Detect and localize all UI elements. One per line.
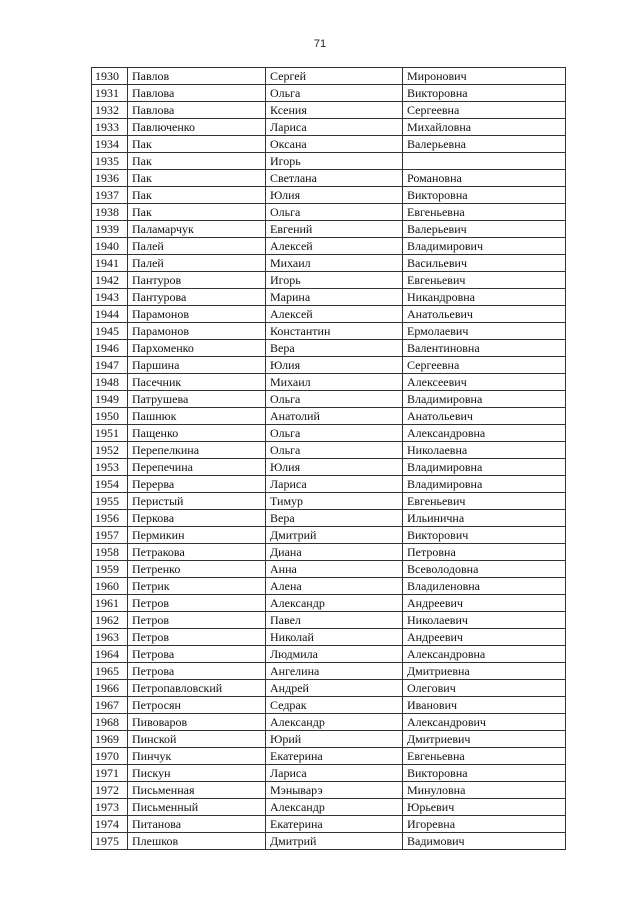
- table-row: [92, 119, 566, 136]
- row-number-cell: 1970: [92, 748, 128, 765]
- row-number-cell: 1943: [92, 289, 128, 306]
- surname-cell: Пак: [128, 187, 266, 204]
- surname-cell: Пак: [128, 153, 266, 170]
- table-row: [92, 782, 566, 799]
- first-name-cell: Екатерина: [266, 816, 403, 833]
- row-number-cell: 1949: [92, 391, 128, 408]
- first-name-cell: Алексей: [266, 306, 403, 323]
- surname-cell: Плешков: [128, 833, 266, 850]
- first-name-cell: Андрей: [266, 680, 403, 697]
- surname-cell: Петропавловский: [128, 680, 266, 697]
- table-row: [92, 221, 566, 238]
- first-name-cell: Лариса: [266, 476, 403, 493]
- surname-cell: Письменный: [128, 799, 266, 816]
- surname-cell: Перистый: [128, 493, 266, 510]
- table-row: [92, 714, 566, 731]
- first-name-cell: Марина: [266, 289, 403, 306]
- row-number-cell: 1931: [92, 85, 128, 102]
- row-number-cell: 1937: [92, 187, 128, 204]
- surname-cell: Пасечник: [128, 374, 266, 391]
- first-name-cell: Ольга: [266, 85, 403, 102]
- surname-cell: Павлова: [128, 85, 266, 102]
- patronymic-cell: Романовна: [403, 170, 566, 187]
- surname-cell: Питанова: [128, 816, 266, 833]
- table-row: [92, 85, 566, 102]
- patronymic-cell: Петровна: [403, 544, 566, 561]
- patronymic-cell: Анатольевич: [403, 306, 566, 323]
- patronymic-cell: Валентиновна: [403, 340, 566, 357]
- first-name-cell: Евгений: [266, 221, 403, 238]
- first-name-cell: Александр: [266, 714, 403, 731]
- table-row: [92, 272, 566, 289]
- row-number-cell: 1940: [92, 238, 128, 255]
- first-name-cell: Людмила: [266, 646, 403, 663]
- table-row: [92, 833, 566, 850]
- surname-cell: Пак: [128, 170, 266, 187]
- surname-cell: Письменная: [128, 782, 266, 799]
- surname-cell: Пискун: [128, 765, 266, 782]
- row-number-cell: 1935: [92, 153, 128, 170]
- surname-cell: Перепелкина: [128, 442, 266, 459]
- surname-cell: Перепечина: [128, 459, 266, 476]
- first-name-cell: Анна: [266, 561, 403, 578]
- surname-cell: Паламарчук: [128, 221, 266, 238]
- table-row: [92, 459, 566, 476]
- row-number-cell: 1965: [92, 663, 128, 680]
- row-number-cell: 1942: [92, 272, 128, 289]
- table-row: [92, 731, 566, 748]
- row-number-cell: 1936: [92, 170, 128, 187]
- row-number-cell: 1930: [92, 68, 128, 85]
- patronymic-cell: Сергеевна: [403, 357, 566, 374]
- table-row: [92, 136, 566, 153]
- table-row: [92, 595, 566, 612]
- table-row: [92, 289, 566, 306]
- surname-cell: Петров: [128, 595, 266, 612]
- table-row: [92, 306, 566, 323]
- first-name-cell: Екатерина: [266, 748, 403, 765]
- patronymic-cell: Викторовна: [403, 85, 566, 102]
- table-row: [92, 578, 566, 595]
- first-name-cell: Анатолий: [266, 408, 403, 425]
- surname-cell: Петрик: [128, 578, 266, 595]
- surname-cell: Парамонов: [128, 323, 266, 340]
- patronymic-cell: Владимировна: [403, 476, 566, 493]
- surname-cell: Пинской: [128, 731, 266, 748]
- patronymic-cell: Викторовна: [403, 765, 566, 782]
- table-row: [92, 510, 566, 527]
- row-number-cell: 1973: [92, 799, 128, 816]
- table-row: [92, 629, 566, 646]
- patronymic-cell: Владимировна: [403, 459, 566, 476]
- surname-cell: Петрова: [128, 663, 266, 680]
- surname-cell: Пивоваров: [128, 714, 266, 731]
- row-number-cell: 1932: [92, 102, 128, 119]
- table-row: [92, 238, 566, 255]
- row-number-cell: 1966: [92, 680, 128, 697]
- patronymic-cell: Александровна: [403, 425, 566, 442]
- patronymic-cell: Алексеевич: [403, 374, 566, 391]
- row-number-cell: 1951: [92, 425, 128, 442]
- surname-cell: Павлов: [128, 68, 266, 85]
- row-number-cell: 1975: [92, 833, 128, 850]
- first-name-cell: Лариса: [266, 119, 403, 136]
- row-number-cell: 1944: [92, 306, 128, 323]
- row-number-cell: 1934: [92, 136, 128, 153]
- first-name-cell: Ангелина: [266, 663, 403, 680]
- surname-cell: Пашнюк: [128, 408, 266, 425]
- row-number-cell: 1938: [92, 204, 128, 221]
- surname-cell: Перерва: [128, 476, 266, 493]
- surname-cell: Петракова: [128, 544, 266, 561]
- row-number-cell: 1950: [92, 408, 128, 425]
- table-row: [92, 204, 566, 221]
- surname-cell: Палей: [128, 255, 266, 272]
- first-name-cell: Оксана: [266, 136, 403, 153]
- first-name-cell: Юлия: [266, 357, 403, 374]
- first-name-cell: Светлана: [266, 170, 403, 187]
- patronymic-cell: Минуловна: [403, 782, 566, 799]
- patronymic-cell: Евгеньевна: [403, 204, 566, 221]
- first-name-cell: Игорь: [266, 272, 403, 289]
- first-name-cell: Михаил: [266, 374, 403, 391]
- row-number-cell: 1969: [92, 731, 128, 748]
- patronymic-cell: Миронович: [403, 68, 566, 85]
- surname-cell: Петров: [128, 612, 266, 629]
- first-name-cell: Ольга: [266, 391, 403, 408]
- surname-cell: Павлова: [128, 102, 266, 119]
- patronymic-cell: Николаевна: [403, 442, 566, 459]
- patronymic-cell: Николаевич: [403, 612, 566, 629]
- row-number-cell: 1968: [92, 714, 128, 731]
- table-row: [92, 187, 566, 204]
- patronymic-cell: [403, 153, 566, 170]
- first-name-cell: Дмитрий: [266, 527, 403, 544]
- surname-cell: Пащенко: [128, 425, 266, 442]
- table-row: [92, 799, 566, 816]
- first-name-cell: Юрий: [266, 731, 403, 748]
- table-row: [92, 765, 566, 782]
- patronymic-cell: Валерьевна: [403, 136, 566, 153]
- surname-cell: Пак: [128, 204, 266, 221]
- patronymic-cell: Васильевич: [403, 255, 566, 272]
- table-row: [92, 153, 566, 170]
- row-number-cell: 1954: [92, 476, 128, 493]
- surname-cell: Петрова: [128, 646, 266, 663]
- table-row: [92, 323, 566, 340]
- row-number-cell: 1964: [92, 646, 128, 663]
- patronymic-cell: Юрьевич: [403, 799, 566, 816]
- table-row: [92, 102, 566, 119]
- patronymic-cell: Никандровна: [403, 289, 566, 306]
- table-row: [92, 748, 566, 765]
- patronymic-cell: Дмитриевич: [403, 731, 566, 748]
- table-row: [92, 357, 566, 374]
- surname-cell: Петренко: [128, 561, 266, 578]
- patronymic-cell: Евгеньевна: [403, 748, 566, 765]
- page-number: 71: [313, 38, 327, 50]
- row-number-cell: 1960: [92, 578, 128, 595]
- first-name-cell: Ксения: [266, 102, 403, 119]
- surname-cell: Петросян: [128, 697, 266, 714]
- surname-cell: Петров: [128, 629, 266, 646]
- first-name-cell: Александр: [266, 799, 403, 816]
- table-row: [92, 680, 566, 697]
- surname-cell: Пермикин: [128, 527, 266, 544]
- row-number-cell: 1948: [92, 374, 128, 391]
- patronymic-cell: Андреевич: [403, 595, 566, 612]
- first-name-cell: Мэныварэ: [266, 782, 403, 799]
- row-number-cell: 1946: [92, 340, 128, 357]
- row-number-cell: 1961: [92, 595, 128, 612]
- first-name-cell: Алексей: [266, 238, 403, 255]
- patronymic-cell: Евгеньевич: [403, 272, 566, 289]
- patronymic-cell: Владимировна: [403, 391, 566, 408]
- patronymic-cell: Евгеньевич: [403, 493, 566, 510]
- first-name-cell: Николай: [266, 629, 403, 646]
- table-row: [92, 612, 566, 629]
- first-name-cell: Павел: [266, 612, 403, 629]
- first-name-cell: Юлия: [266, 459, 403, 476]
- row-number-cell: 1958: [92, 544, 128, 561]
- row-number-cell: 1962: [92, 612, 128, 629]
- first-name-cell: Седрак: [266, 697, 403, 714]
- row-number-cell: 1956: [92, 510, 128, 527]
- patronymic-cell: Иванович: [403, 697, 566, 714]
- table-row: [92, 561, 566, 578]
- row-number-cell: 1952: [92, 442, 128, 459]
- patronymic-cell: Ильинична: [403, 510, 566, 527]
- row-number-cell: 1957: [92, 527, 128, 544]
- table-row: [92, 170, 566, 187]
- row-number-cell: 1939: [92, 221, 128, 238]
- patronymic-cell: Вадимович: [403, 833, 566, 850]
- name-list-table: [91, 67, 566, 850]
- table-row: [92, 68, 566, 85]
- first-name-cell: Михаил: [266, 255, 403, 272]
- first-name-cell: Юлия: [266, 187, 403, 204]
- first-name-cell: Алена: [266, 578, 403, 595]
- table-row: [92, 663, 566, 680]
- table-row: [92, 697, 566, 714]
- patronymic-cell: Александрович: [403, 714, 566, 731]
- row-number-cell: 1947: [92, 357, 128, 374]
- first-name-cell: Игорь: [266, 153, 403, 170]
- row-number-cell: 1967: [92, 697, 128, 714]
- patronymic-cell: Всеволодовна: [403, 561, 566, 578]
- surname-cell: Палей: [128, 238, 266, 255]
- row-number-cell: 1933: [92, 119, 128, 136]
- table-row: [92, 442, 566, 459]
- table-row: [92, 425, 566, 442]
- first-name-cell: Александр: [266, 595, 403, 612]
- surname-cell: Павлюченко: [128, 119, 266, 136]
- patronymic-cell: Ермолаевич: [403, 323, 566, 340]
- row-number-cell: 1971: [92, 765, 128, 782]
- table-row: [92, 493, 566, 510]
- surname-cell: Пак: [128, 136, 266, 153]
- first-name-cell: Лариса: [266, 765, 403, 782]
- first-name-cell: Сергей: [266, 68, 403, 85]
- first-name-cell: Константин: [266, 323, 403, 340]
- surname-cell: Паршина: [128, 357, 266, 374]
- patronymic-cell: Владиленовна: [403, 578, 566, 595]
- table-row: [92, 255, 566, 272]
- surname-cell: Патрушева: [128, 391, 266, 408]
- patronymic-cell: Игоревна: [403, 816, 566, 833]
- row-number-cell: 1941: [92, 255, 128, 272]
- surname-cell: Пархоменко: [128, 340, 266, 357]
- patronymic-cell: Михайловна: [403, 119, 566, 136]
- surname-cell: Пинчук: [128, 748, 266, 765]
- table-row: [92, 544, 566, 561]
- row-number-cell: 1945: [92, 323, 128, 340]
- row-number-cell: 1955: [92, 493, 128, 510]
- table-row: [92, 646, 566, 663]
- patronymic-cell: Владимирович: [403, 238, 566, 255]
- patronymic-cell: Александровна: [403, 646, 566, 663]
- table-row: [92, 340, 566, 357]
- table-row: [92, 527, 566, 544]
- first-name-cell: Тимур: [266, 493, 403, 510]
- patronymic-cell: Викторовна: [403, 187, 566, 204]
- table-row: [92, 408, 566, 425]
- table-row: [92, 816, 566, 833]
- row-number-cell: 1974: [92, 816, 128, 833]
- first-name-cell: Ольга: [266, 204, 403, 221]
- first-name-cell: Вера: [266, 340, 403, 357]
- first-name-cell: Дмитрий: [266, 833, 403, 850]
- patronymic-cell: Андреевич: [403, 629, 566, 646]
- first-name-cell: Вера: [266, 510, 403, 527]
- row-number-cell: 1953: [92, 459, 128, 476]
- patronymic-cell: Олегович: [403, 680, 566, 697]
- patronymic-cell: Анатольевич: [403, 408, 566, 425]
- surname-cell: Пантуров: [128, 272, 266, 289]
- patronymic-cell: Сергеевна: [403, 102, 566, 119]
- table-row: [92, 391, 566, 408]
- surname-cell: Перкова: [128, 510, 266, 527]
- patronymic-cell: Валерьевич: [403, 221, 566, 238]
- first-name-cell: Ольга: [266, 442, 403, 459]
- first-name-cell: Ольга: [266, 425, 403, 442]
- row-number-cell: 1963: [92, 629, 128, 646]
- patronymic-cell: Дмитриевна: [403, 663, 566, 680]
- row-number-cell: 1972: [92, 782, 128, 799]
- surname-cell: Пантурова: [128, 289, 266, 306]
- table-row: [92, 374, 566, 391]
- patronymic-cell: Викторович: [403, 527, 566, 544]
- surname-cell: Парамонов: [128, 306, 266, 323]
- first-name-cell: Диана: [266, 544, 403, 561]
- row-number-cell: 1959: [92, 561, 128, 578]
- table-row: [92, 476, 566, 493]
- table-body: [92, 68, 566, 850]
